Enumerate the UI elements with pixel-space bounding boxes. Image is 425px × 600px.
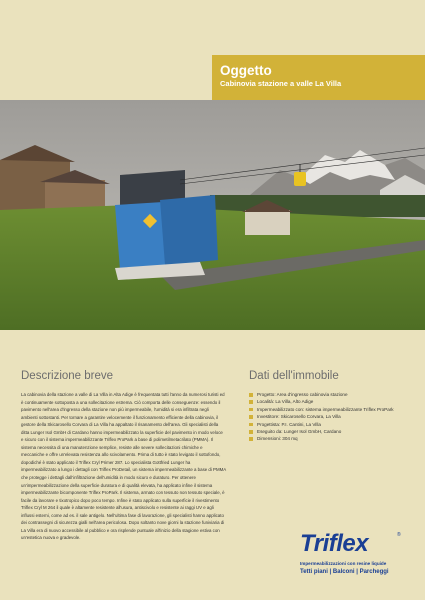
bullet-icon xyxy=(249,423,253,427)
description-text: La cabinovia della stazione a valle di La Villa in Alta Adige è frequentata tutti l'anno da numerosi turisti ed è continuamente sottoposta a una sollecitazione estrema. Ciò comporta delle conseguenze: essendo il pavimento nell'area d'ingresso della stazione non più impermeabile, l'umidità si era infiltrata negli ambienti sottostanti. Per tornare a garantire velocemente il funzionamento efficiente della cabinovia, il gestore della Skicarosello Corvara di La Villa ha appaltato il risanamento dell'area. Gli specialisti della ditta Lunger Isol GmbH di Cardano hanno impermeabilizzato la superficie del pavimento in modo veloce e sicuro con il sistema impermeabilizzante Triflex ProPark a base di polimetilmetacrilato (PMMA). Il sistema necessita di una manutenzione semplice, resiste alle severe sollecitazioni chimiche e meccaniche e offre un'elevata resistenza allo scivolamento. Prima di tutto è stato levigato il sottofondo, dopodiché è stato applicato il Triflex Cryl Primer 287. Lo specialista Gottfried Lunger ha impermeabilizzato a lungo i dettagli con Triflex ProDetail, un sistema impermeabilizzante a base di PMMA che protegge i dettagli dall'infiltrazione dell'umidità in modo sicuro e duraturo. Per ottenere un'impermeabilizzazione della superficie duratura e di qualità elevata, ha applicato infine il sistema impermeabilizzante bicomponente Triflex ProPark. Il sistema, armato con tessuto non tessuto speciale, è facile da lavorare e tixotropico dopo poco tempo. Infine è stato applicato sulla superficie il rivestimento Triflex Cryl M 264 il quale è altamente resistente all'usura, antiscivolo e resistente ai raggi UV e agli influssi esterni, come ad es. il sale antigelo. Nell'ultima fase di lavorazione, gli specialisti hanno applicato dei contrassegni di sicurezza gialli nell'area pericolosa. Dopo soltanto nove giorni la stazione funiviaria di La Villa era di nuovo accessibile al pubblico e ora risplende puntuale all'inizio della stagione estiva con un'estetica nuova e gradevole. xyxy=(21,392,226,541)
property-data-item: Località: La Villa, Alto Adige xyxy=(249,398,419,405)
property-data-item: Eseguito da: Lunger Isol GmbH, Cardano xyxy=(249,428,419,435)
triflex-logo xyxy=(300,530,410,590)
photo-illustration xyxy=(0,100,425,330)
logo-registered-mark: ® xyxy=(397,532,401,538)
bullet-icon xyxy=(249,400,253,404)
logo-tagline: Impermeabilizzazioni con resine liquide xyxy=(300,561,387,566)
description-heading: Descrizione breve xyxy=(21,370,114,382)
bullet-icon xyxy=(249,393,253,397)
bullet-icon xyxy=(249,430,253,434)
property-data-item: Progetto: Area d'ingresso cabinovia stazione xyxy=(249,391,419,398)
title-box xyxy=(212,55,425,100)
page-subtitle: Cabinovia stazione a valle La Villa xyxy=(220,79,342,88)
logo-categories: Tetti piani | Balconi | Parcheggi xyxy=(300,569,389,575)
property-data-heading: Dati dell'immobile xyxy=(249,370,339,382)
page-title: Oggetto xyxy=(220,63,272,78)
bullet-icon xyxy=(249,408,253,412)
property-data-item: Investitore: Skicarosello Corvara, La Villa xyxy=(249,413,419,420)
bullet-icon xyxy=(249,437,253,441)
property-data-item: Progettista: P.I. Cantini, La Villa xyxy=(249,421,419,428)
project-photo xyxy=(0,100,425,330)
property-data-item: Impermeabilizzato con: sistema impermeabilizzante Triflex ProPark xyxy=(249,406,419,413)
property-data-item: Dimensioni: 304 mq xyxy=(249,435,419,442)
bullet-icon xyxy=(249,415,253,419)
logo-wordmark: Triflex xyxy=(300,530,369,557)
property-data-list xyxy=(249,391,419,443)
